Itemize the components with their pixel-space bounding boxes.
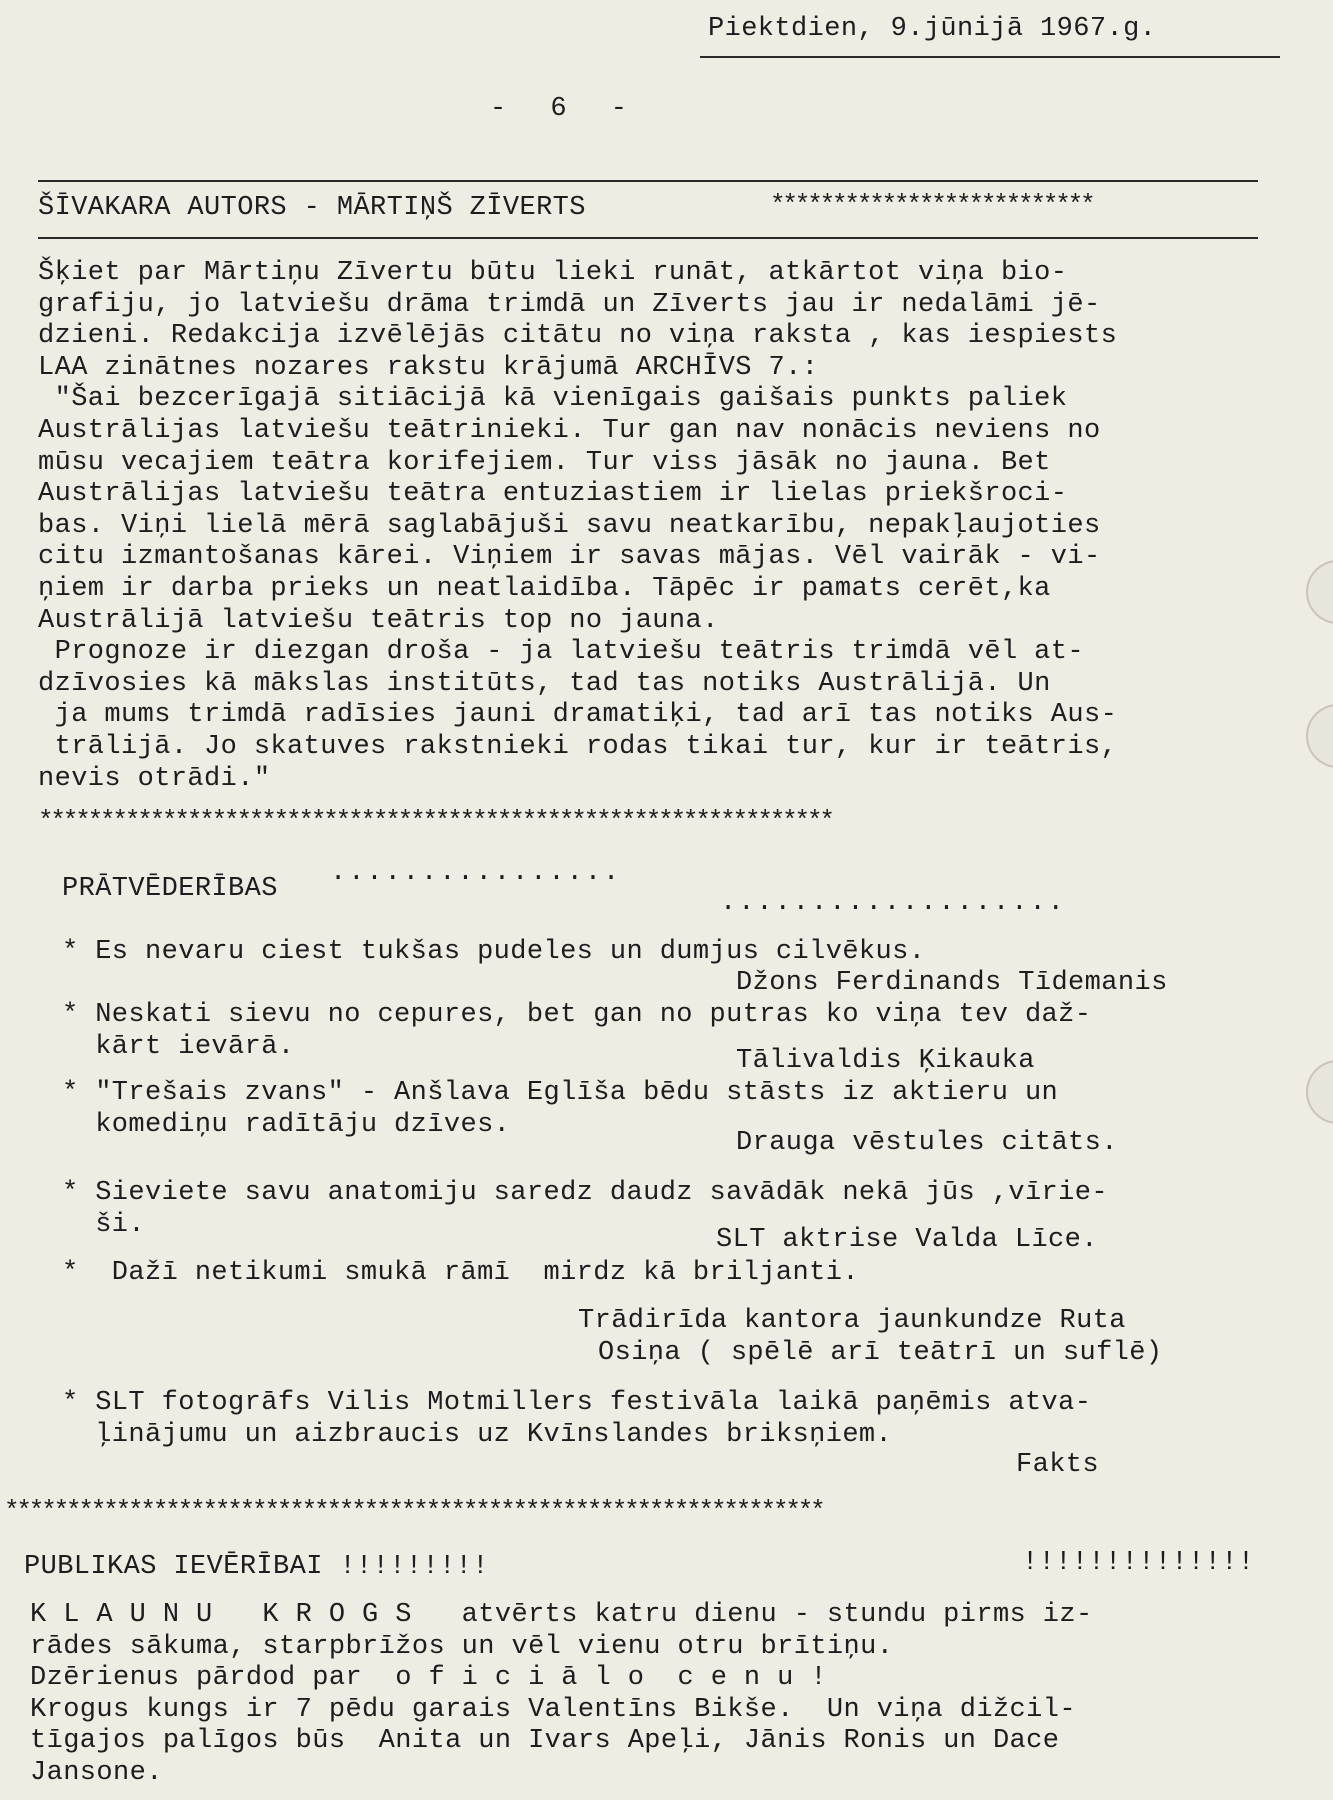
proverb-author: SLT aktrise Valda Līce. bbox=[716, 1225, 1098, 1255]
proverb-line: kārt ievārā. bbox=[62, 1031, 295, 1062]
text-line: bas. Viņi lielā mērā saglabājuši savu neatkarību, nepakļaujoties bbox=[38, 510, 1101, 541]
proverb-item bbox=[62, 1388, 1091, 1451]
text-line: ja mums trimdā radīsies jauni dramatiķi, tad arī tas notiks Aus- bbox=[38, 700, 1118, 731]
text-line: citu izmantošanas kārei. Viņiem ir savas mājas. Vēl vairāk - vi- bbox=[38, 542, 1101, 573]
header-rule bbox=[700, 56, 1280, 58]
text-line: rādes sākuma, starpbrīžos un vēl vienu otru brītiņu. bbox=[30, 1631, 894, 1662]
proverb-author: Tālivaldis Ķikauka bbox=[736, 1046, 1035, 1076]
section1-bottom-rule bbox=[38, 237, 1258, 239]
section2-dots-top: ................ bbox=[330, 858, 622, 888]
section1-title: ŠĪVAKARA AUTORS - MĀRTIŅŠ ZĪVERTS bbox=[38, 193, 586, 223]
text-line: nevis otrādi." bbox=[38, 763, 271, 794]
proverb-item bbox=[62, 937, 925, 969]
proverb-author: Fakts bbox=[1016, 1450, 1100, 1480]
proverb-line: * Sieviete savu anatomiju saredz daudz savādāk nekā jūs ,vīrie- bbox=[62, 1178, 1108, 1208]
section2-dots-bottom: ................... bbox=[720, 888, 1066, 918]
proverb-item bbox=[62, 1258, 859, 1290]
proverb-line: ši. bbox=[62, 1209, 146, 1240]
proverb-line: ļinājumu un aizbraucis uz Kvīnslandes briksņiem. bbox=[62, 1419, 893, 1450]
date-line: Piektdien, 9.jūnijā 1967.g. bbox=[708, 14, 1157, 44]
section2-title: PRĀTVĒDERĪBAS bbox=[62, 874, 278, 904]
section1-end-stars: **************************************************************** bbox=[38, 806, 832, 836]
text-line: ņiem ir darba prieks un neatlaidība. Tāpēc ir pamats cerēt,ka bbox=[38, 573, 1051, 604]
text-line: trālijā. Jo skatuves rakstnieki rodas tikai tur, kur ir teātris, bbox=[38, 731, 1118, 762]
text-line: Austrālijas latviešu teātra entuziastiem ir lielas priekšroci- bbox=[38, 479, 1068, 510]
proverb-author-continued: Osiņa ( spēlē arī teātrī un suflē) bbox=[598, 1338, 1163, 1368]
text-line: Jansone. bbox=[30, 1757, 163, 1788]
text-line: mūsu vecajiem teātra korifejiem. Tur viss jāsāk no jauna. Bet bbox=[38, 447, 1051, 478]
proverb-line: * Es nevaru ciest tukšas pudeles un dumjus cilvēkus. bbox=[62, 937, 926, 967]
section2-end-stars: ****************************************************************** bbox=[4, 1496, 823, 1526]
text-line: Šķiet par Mārtiņu Zīvertu būtu lieki runāt, atkārtot viņa bio- bbox=[38, 258, 1068, 288]
page-number: - 6 - bbox=[490, 94, 642, 124]
section1-body bbox=[38, 258, 1117, 795]
section3-body bbox=[30, 1600, 1093, 1790]
text-line: Austrālijā latviešu teātris top no jauna. bbox=[38, 605, 719, 636]
text-line: Krogus kungs ir 7 pēdu garais Valentīns Bikše. Un viņa dižcil- bbox=[30, 1694, 1076, 1725]
text-line: dzīvosies kā mākslas institūts, tad tas notiks Austrālijā. Un bbox=[38, 668, 1051, 699]
text-line: dzieni. Redakcija izvēlējās citātu no viņa raksta , kas iespiests bbox=[38, 321, 1118, 352]
section1-top-rule bbox=[38, 180, 1258, 182]
binder-hole bbox=[1306, 704, 1333, 768]
proverb-author: Džons Ferdinands Tīdemanis bbox=[736, 968, 1168, 998]
text-line: LAA zinātnes nozares rakstu krājumā ARCHĪVS 7.: bbox=[38, 352, 819, 383]
section3-title: PUBLIKAS IEVĒRĪBAI !!!!!!!!! bbox=[24, 1552, 489, 1582]
text-line: "Šai bezcerīgajā sitiācijā kā vienīgais gaišais punkts paliek bbox=[38, 384, 1068, 415]
text-line: K L A U N U K R O G S atvērts katru dienu - stundu pirms iz- bbox=[30, 1600, 1093, 1630]
text-line: Dzērienus pārdod par o f i c i ā l o c e n u ! bbox=[30, 1663, 827, 1694]
text-line: Austrālijas latviešu teātrinieki. Tur gan nav nonācis neviens no bbox=[38, 415, 1101, 446]
proverb-line: * Neskati sievu no cepures, bet gan no putras ko viņa tev daž- bbox=[62, 1000, 1092, 1030]
proverb-line: * "Trešais zvans" - Anšlava Eglīša bēdu stāsts iz aktieru un bbox=[62, 1078, 1059, 1108]
proverb-line: komediņu radītāju dzīves. bbox=[62, 1109, 511, 1140]
binder-hole bbox=[1306, 560, 1333, 624]
text-line: grafiju, jo latviešu drāma trimdā un Zīverts jau ir nedalāmi jē- bbox=[38, 289, 1101, 320]
text-line: Prognoze ir diezgan droša - ja latviešu teātris trimdā vēl at- bbox=[38, 637, 1084, 668]
proverb-author: Trādirīda kantora jaunkundze Ruta bbox=[578, 1306, 1126, 1336]
text-line: tīgajos palīgos būs Anita un Ivars Apeļi, Jānis Ronis un Dace bbox=[30, 1726, 1060, 1757]
proverb-author: Drauga vēstules citāts. bbox=[736, 1128, 1118, 1158]
proverb-line: * Dažī netikumi smukā rāmī mirdz kā briljanti. bbox=[62, 1258, 859, 1288]
proverb-line: * SLT fotogrāfs Vilis Motmillers festivāla laikā paņēmis atva- bbox=[62, 1388, 1092, 1418]
binder-hole bbox=[1306, 1060, 1333, 1124]
section1-title-stars: ************************** bbox=[770, 190, 1093, 220]
section3-exclaims: !!!!!!!!!!!!!! bbox=[1022, 1548, 1255, 1578]
